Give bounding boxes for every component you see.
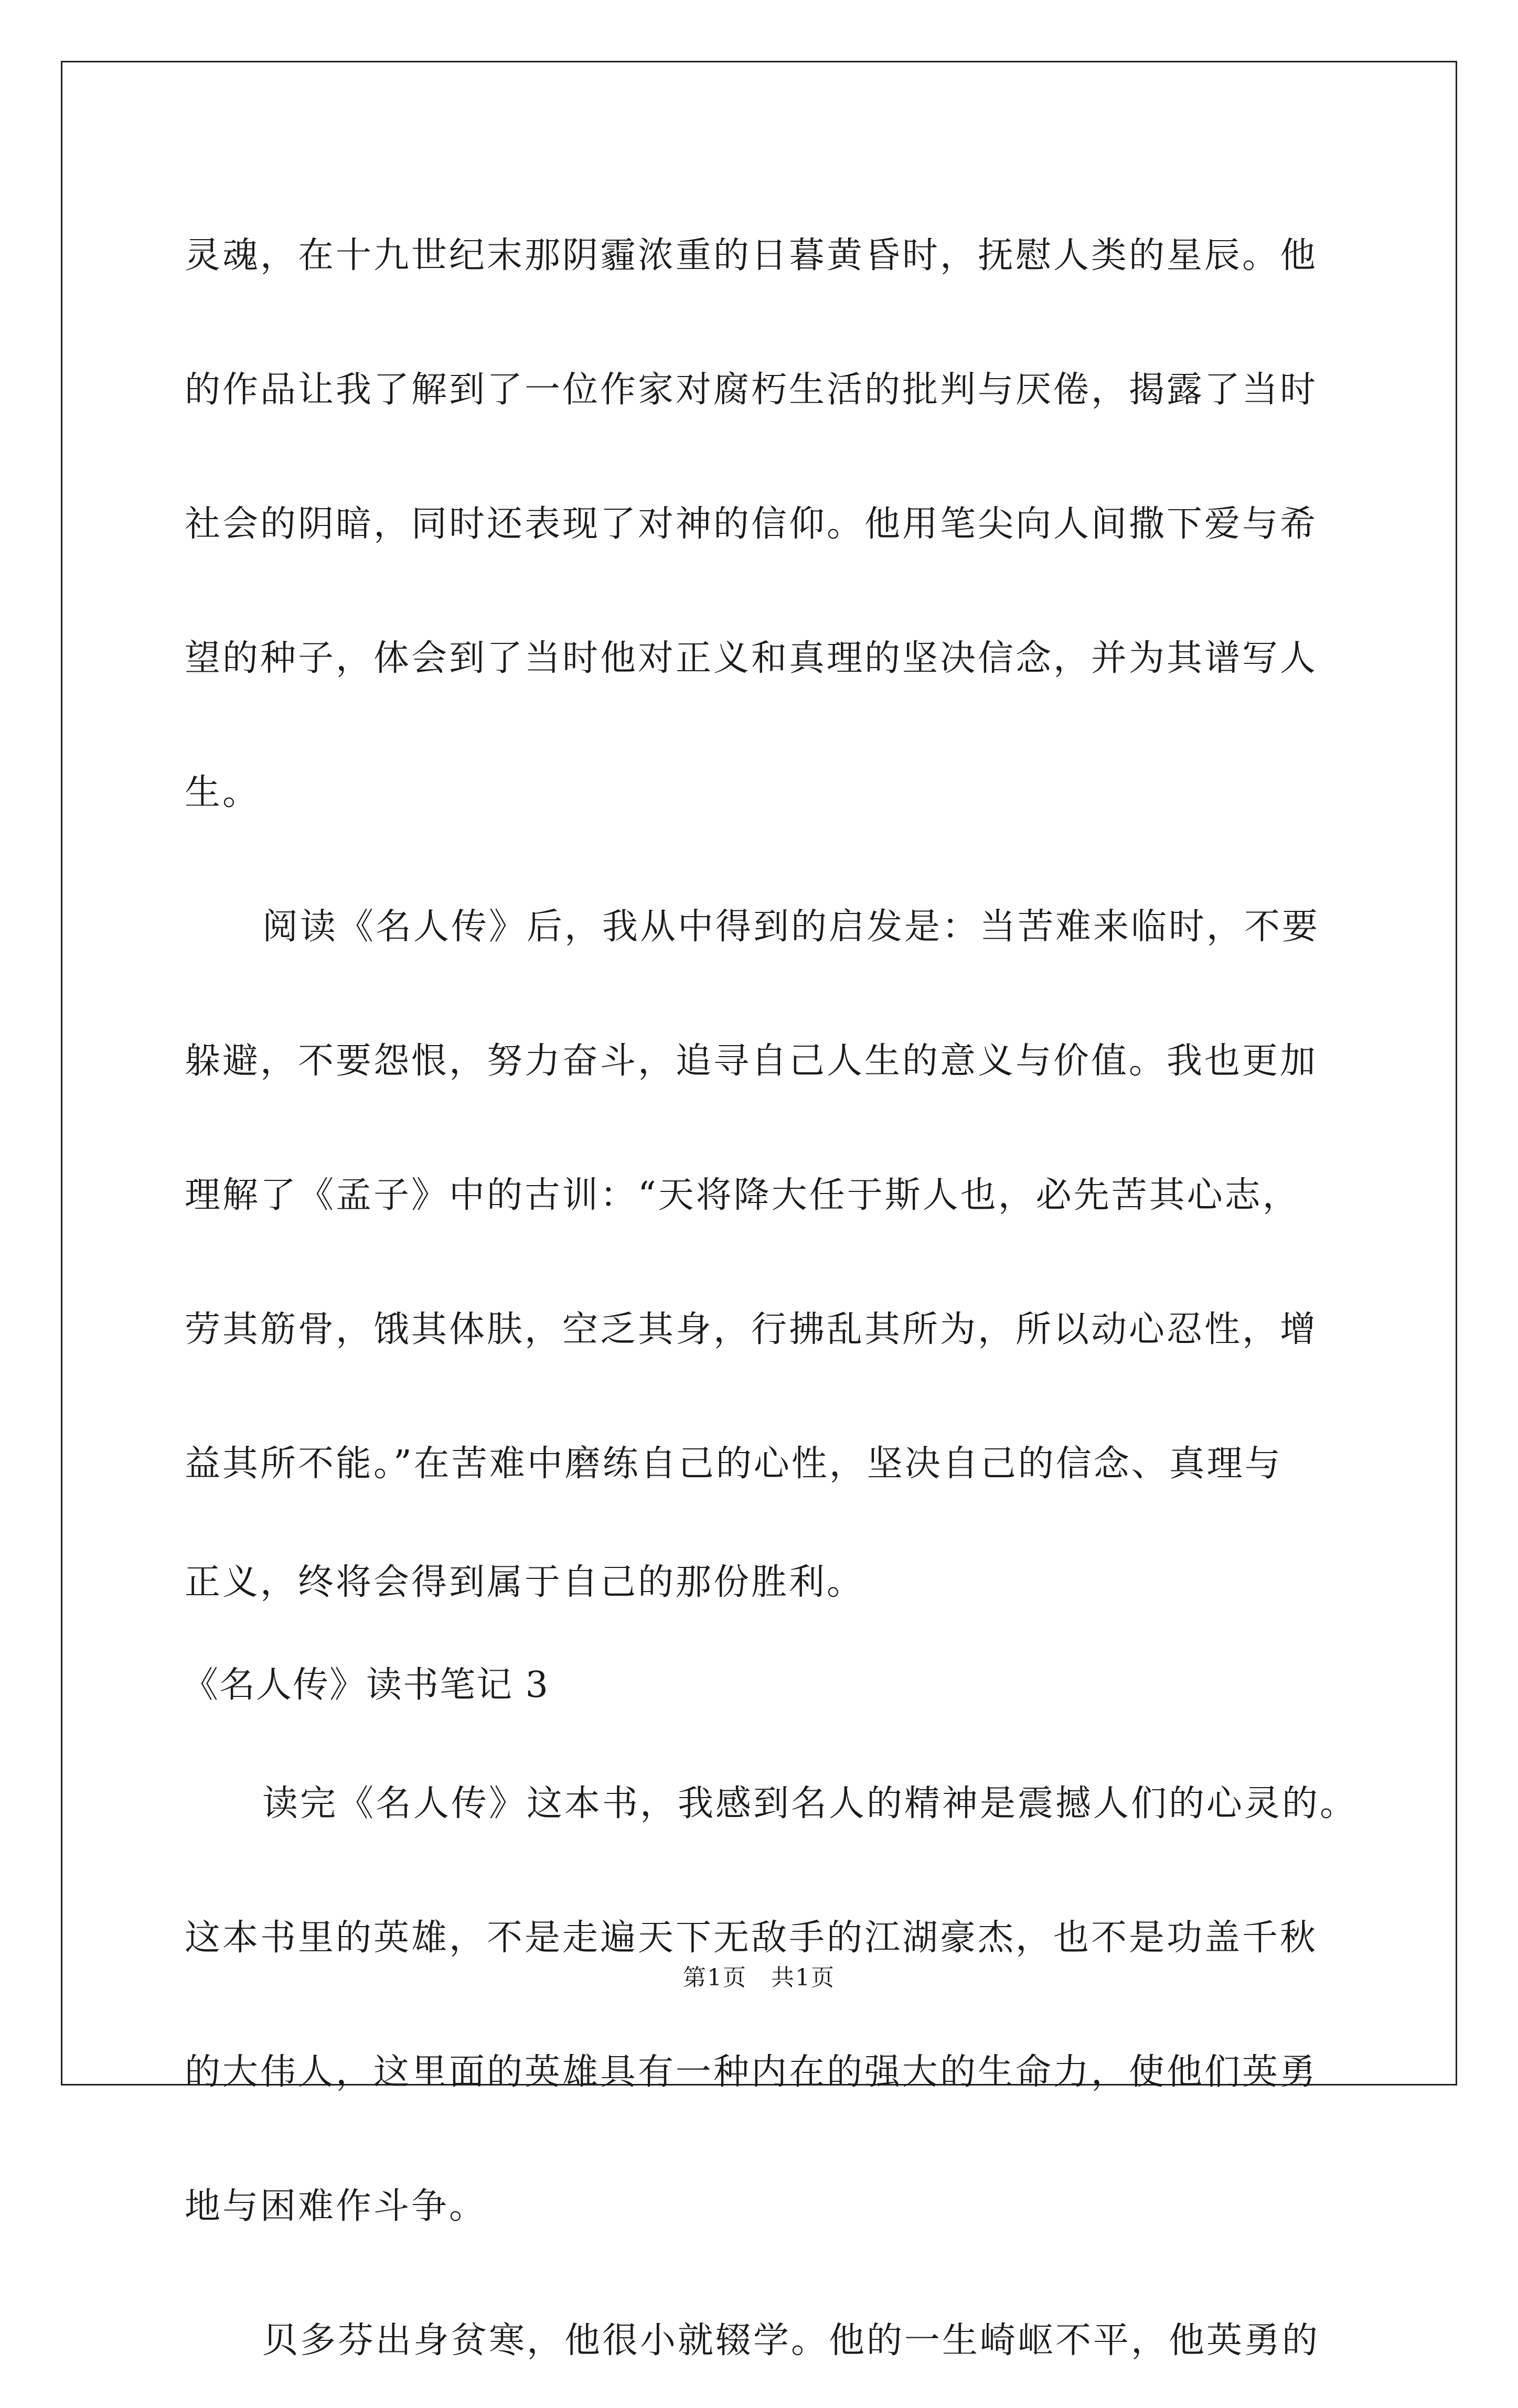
text-line: 贝多芬出身贫寒，他很小就辍学。他的一生崎岖不平，他英勇的 [262, 2320, 1320, 2361]
text-line: 这本书里的英雄，不是走遍天下无敌手的江湖豪杰，也不是功盖千秋 [185, 1917, 1318, 1959]
section-title: 《名人传》读书笔记 3 [183, 1664, 549, 1706]
text-line: 益其所不能。”在苦难中磨练自己的心性，坚决自己的信念、真理与 [185, 1443, 1282, 1485]
text-line: 灵魂，在十九世纪末那阴霾浓重的日暮黄昏时，抚慰人类的星辰。他 [185, 235, 1318, 276]
paragraph [185, 189, 1365, 860]
text-line: 躲避，不要怨恨，努力奋斗，追寻自己人生的意义与价值。我也更加 [185, 1040, 1318, 1082]
paragraph [185, 2274, 1365, 2408]
text-line: 正义，终将会得到属于自己的那份胜利。 [185, 1562, 865, 1603]
text-line: 理解了《孟子》中的古训：“天将降大任于斯人也，必先苦其心志， [185, 1175, 1300, 1216]
paragraph [185, 860, 1365, 1634]
text-line: 地与困难作斗争。 [185, 2186, 487, 2227]
text-line: 社会的阴暗，同时还表现了对神的信仰。他用笔尖向人间撒下爱与希 [185, 503, 1318, 545]
text-line: 读完《名人传》这本书，我感到名人的精神是震撼人们的心灵的。 [262, 1783, 1358, 1824]
text-line: 的大伟人，这里面的英雄具有一种内在的强大的生命力，使他们英勇 [185, 2051, 1318, 2093]
document-body [185, 189, 1365, 2408]
text-line: 劳其筋骨，饿其体肤，空乏其身，行拂乱其所为，所以动心忍性，增 [185, 1309, 1318, 1350]
text-line: 的作品让我了解到了一位作家对腐朽生活的批判与厌倦，揭露了当时 [185, 369, 1318, 411]
paragraph [185, 1737, 1365, 2274]
text-line: 生。 [185, 772, 261, 813]
page-number: 第1页 共1页 [683, 1964, 835, 1991]
text-line: 望的种子，体会到了当时他对正义和真理的坚决信念，并为其谱写人 [185, 638, 1318, 679]
text-line: 阅读《名人传》后，我从中得到的启发是：当苦难来临时，不要 [262, 906, 1320, 948]
